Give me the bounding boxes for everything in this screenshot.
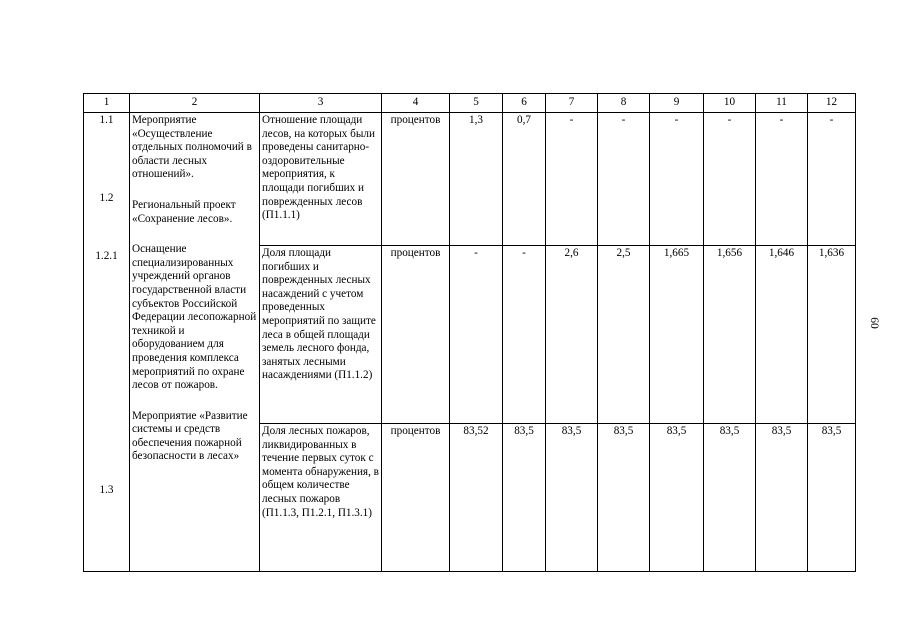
value-cell: 1,665 bbox=[650, 246, 704, 424]
header-cell: 4 bbox=[382, 94, 450, 113]
value-cell: 1,646 bbox=[756, 246, 808, 424]
value-cell: 83,5 bbox=[503, 424, 546, 572]
indicator-name: Отношение площади лесов, на которых были проведены санитарно-оздоровительные мероприятия, к площади погибших и поврежденных лесов (П1.1.1) bbox=[260, 113, 382, 246]
value-cell: - bbox=[756, 113, 808, 246]
header-cell: 2 bbox=[130, 94, 260, 113]
indicators-table bbox=[83, 93, 856, 572]
table-row bbox=[84, 113, 856, 246]
value-cell: - bbox=[598, 113, 650, 246]
header-cell: 8 bbox=[598, 94, 650, 113]
value-cell: 1,636 bbox=[808, 246, 856, 424]
value-cell: 83,5 bbox=[756, 424, 808, 572]
header-cell: 1 bbox=[84, 94, 130, 113]
indicator-name: Доля площади погибших и поврежденных лесных насаждений с учетом проведенных мероприятий по защите леса в общей площади земель лесного фонда, занятых лесными насаждениями (П1.1.2) bbox=[260, 246, 382, 424]
row-number: 1.1 bbox=[99, 114, 114, 126]
row-number: 1.3 bbox=[99, 483, 114, 496]
value-cell: 83,52 bbox=[450, 424, 503, 572]
row-number: 1.2 bbox=[99, 191, 114, 204]
events-cell bbox=[130, 113, 260, 572]
page-number: 60 bbox=[868, 317, 880, 329]
unit-cell: процентов bbox=[382, 424, 450, 572]
row-number-cell bbox=[84, 113, 130, 572]
event-text: Мероприятие «Развитие системы и средств обеспечения пожарной безопасности в лесах» bbox=[132, 409, 248, 463]
indicator-name: Доля лесных пожаров, ликвидированных в течение первых суток с момента обнаружения, в общем количестве лесных пожаров (П1.1.3, П1.2.1, П1.3.1) bbox=[260, 424, 382, 572]
header-cell: 5 bbox=[450, 94, 503, 113]
value-cell: - bbox=[546, 113, 598, 246]
value-cell: - bbox=[503, 246, 546, 424]
header-row bbox=[84, 94, 856, 113]
event-text: Региональный проект «Сохранение лесов». bbox=[132, 198, 236, 225]
value-cell: 83,5 bbox=[704, 424, 756, 572]
value-cell: 1,656 bbox=[704, 246, 756, 424]
value-cell: 83,5 bbox=[808, 424, 856, 572]
header-cell: 7 bbox=[546, 94, 598, 113]
event-text: Мероприятие «Осуществление отдельных полномочий в области лесных отношений». bbox=[132, 114, 252, 181]
value-cell: 2,5 bbox=[598, 246, 650, 424]
value-cell: 2,6 bbox=[546, 246, 598, 424]
event-text: Оснащение специализированных учреждений органов государственной власти субъектов Российской Федерации лесопожарной техникой и оборудованием для проведения комплекса мероприятий по охране лесов от пожаров. bbox=[132, 243, 257, 392]
header-cell: 9 bbox=[650, 94, 704, 113]
value-cell: - bbox=[808, 113, 856, 246]
header-cell: 3 bbox=[260, 94, 382, 113]
value-cell: 83,5 bbox=[598, 424, 650, 572]
value-cell: 1,3 bbox=[450, 113, 503, 246]
value-cell: 83,5 bbox=[546, 424, 598, 572]
header-cell: 10 bbox=[704, 94, 756, 113]
header-cell: 6 bbox=[503, 94, 546, 113]
row-number: 1.2.1 bbox=[95, 250, 118, 263]
value-cell: - bbox=[650, 113, 704, 246]
value-cell: 83,5 bbox=[650, 424, 704, 572]
unit-cell: процентов bbox=[382, 246, 450, 424]
value-cell: 0,7 bbox=[503, 113, 546, 246]
unit-cell: процентов bbox=[382, 113, 450, 246]
value-cell: - bbox=[704, 113, 756, 246]
header-cell: 12 bbox=[808, 94, 856, 113]
value-cell: - bbox=[450, 246, 503, 424]
header-cell: 11 bbox=[756, 94, 808, 113]
